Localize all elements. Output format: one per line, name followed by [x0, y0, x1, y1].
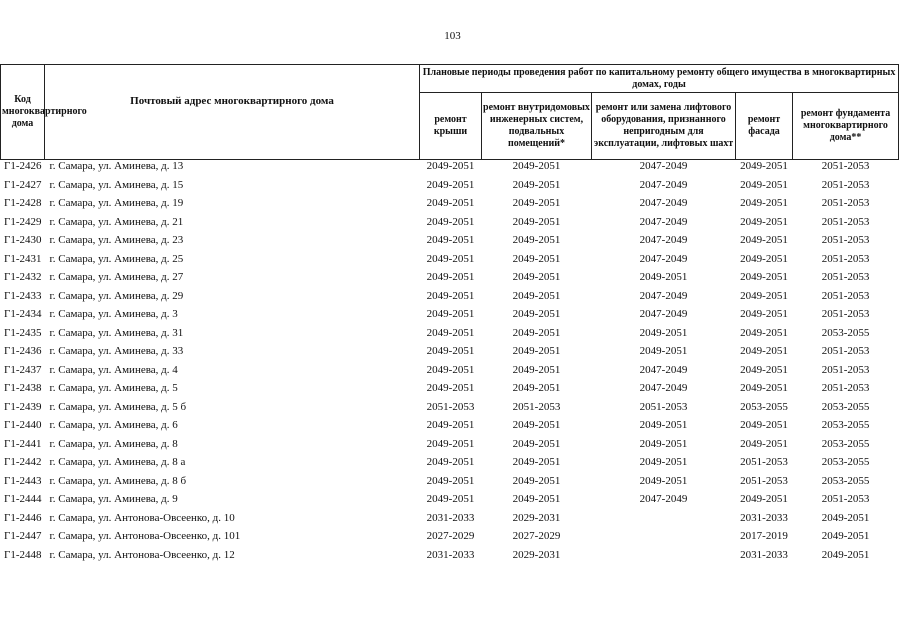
- cell-code: Г1-2438: [3, 382, 42, 394]
- capital-repair-table: [0, 64, 899, 567]
- cell-elevator: 2049-2051: [639, 419, 688, 431]
- cell-facade: 2049-2051: [740, 437, 788, 450]
- cell-facade: 2049-2051: [740, 234, 788, 246]
- cell-code: Г1-2426: [1, 160, 45, 179]
- cell-systems: 2049-2051: [512, 345, 561, 357]
- cell-code: Г1-2431: [3, 252, 42, 265]
- cell-address: г. Самара, ул. Аминева, д. 15: [49, 178, 184, 191]
- table-row: [1, 179, 899, 198]
- table-row: [1, 253, 899, 272]
- cell-roof: 2049-2051: [426, 289, 475, 302]
- table-row: [1, 345, 899, 364]
- cell-address: г. Самара, ул. Аминева, д. 3: [49, 308, 178, 320]
- cell-foundation: 2051-2053: [821, 215, 870, 228]
- table-row: [1, 493, 899, 512]
- cell-facade: 2017-2019: [740, 530, 788, 542]
- cell-code: Г1-2440: [3, 419, 42, 431]
- cell-address: г. Самара, ул. Аминева, д. 8: [49, 437, 178, 450]
- cell-facade: 2049-2051: [740, 215, 788, 228]
- cell-facade: 2049-2051: [740, 382, 788, 394]
- table-row: [1, 549, 899, 568]
- cell-elevator: 2047-2049: [639, 215, 688, 228]
- cell-elevator: 2047-2049: [639, 178, 688, 191]
- cell-elevator: 2049-2051: [639, 271, 688, 283]
- cell-elevator: [592, 512, 736, 531]
- cell-address: г. Самара, ул. Антонова-Овсеенко, д. 101: [49, 530, 241, 542]
- cell-address: г. Самара, ул. Аминева, д. 6: [49, 419, 178, 431]
- cell-code: Г1-2432: [3, 271, 42, 283]
- cell-systems: 2049-2051: [512, 382, 561, 394]
- cell-elevator: 2049-2051: [639, 437, 688, 450]
- cell-address: г. Самара, ул. Аминева, д. 25: [49, 252, 184, 265]
- page-number: 103: [444, 30, 461, 42]
- cell-address: г. Самара, ул. Аминева, д. 33: [49, 345, 184, 357]
- cell-facade: 2049-2051: [740, 308, 788, 320]
- cell-roof: 2049-2051: [426, 308, 475, 320]
- cell-facade: 2049-2051: [740, 326, 788, 339]
- cell-roof: 2049-2051: [426, 437, 475, 450]
- cell-roof: 2049-2051: [426, 271, 475, 283]
- cell-code: Г1-2428: [3, 197, 42, 209]
- cell-code: Г1-2448: [3, 548, 42, 561]
- cell-elevator: [592, 549, 736, 568]
- cell-systems: 2049-2051: [512, 234, 561, 246]
- header-facade: ремонт фасада: [736, 93, 793, 160]
- cell-facade: 2049-2051: [740, 271, 788, 283]
- cell-foundation: 2051-2053: [821, 382, 870, 394]
- cell-roof: 2031-2033: [426, 548, 475, 561]
- cell-elevator: 2049-2051: [639, 456, 688, 468]
- cell-facade: 2049-2051: [740, 493, 788, 505]
- cell-roof: 2049-2051: [426, 197, 475, 209]
- cell-roof: 2049-2051: [426, 252, 475, 265]
- header-roof: ремонт крыши: [420, 93, 482, 160]
- cell-systems: 2049-2051: [512, 215, 561, 228]
- table-row: [1, 530, 899, 549]
- header-code: Код многоквартирного дома: [1, 65, 45, 160]
- cell-foundation: 2049-2051: [821, 530, 870, 542]
- table-row: [1, 512, 899, 531]
- cell-elevator: 2047-2049: [639, 289, 688, 302]
- cell-systems: 2049-2051: [512, 363, 561, 376]
- cell-address: г. Самара, ул. Аминева, д. 21: [49, 215, 184, 228]
- table-row: [1, 419, 899, 438]
- table-row: [1, 364, 899, 383]
- table-row: [1, 271, 899, 290]
- cell-address: г. Самара, ул. Аминева, д. 5 б: [49, 400, 187, 413]
- cell-code: Г1-2446: [3, 511, 42, 524]
- cell-roof: 2049-2051: [426, 234, 475, 246]
- cell-foundation: 2051-2053: [821, 308, 870, 320]
- cell-systems: 2049-2051: [512, 493, 561, 505]
- cell-elevator: 2047-2049: [639, 363, 688, 376]
- header-elevator: ремонт или замена лифтового оборудования, признанного непригодным для эксплуатации, лифтовых шахт: [592, 93, 736, 160]
- cell-foundation: 2053-2055: [821, 474, 870, 487]
- cell-foundation: 2051-2053: [821, 197, 870, 209]
- cell-elevator: 2047-2049: [639, 234, 688, 246]
- cell-systems: 2049-2051: [512, 437, 561, 450]
- cell-foundation: 2051-2053: [821, 178, 870, 191]
- cell-roof: 2049-2051: [426, 382, 475, 394]
- cell-facade: 2051-2053: [740, 456, 788, 468]
- cell-systems: 2029-2031: [512, 511, 561, 524]
- cell-facade: 2031-2033: [740, 548, 788, 561]
- cell-elevator: 2047-2049: [592, 160, 736, 179]
- header-systems: ремонт внутридомовых инженерных систем, подвальных помещений*: [482, 93, 592, 160]
- cell-code: Г1-2439: [3, 400, 42, 413]
- cell-roof: 2031-2033: [426, 511, 475, 524]
- cell-foundation: 2051-2053: [821, 289, 870, 302]
- cell-address: г. Самара, ул. Аминева, д. 19: [49, 197, 184, 209]
- table-row: [1, 438, 899, 457]
- cell-roof: 2049-2051: [426, 326, 475, 339]
- cell-code: Г1-2443: [3, 474, 42, 487]
- cell-facade: 2049-2051: [740, 178, 788, 191]
- cell-systems: 2029-2031: [512, 548, 561, 561]
- header-foundation: ремонт фундамента многоквартирного дома**: [793, 93, 899, 160]
- cell-code: Г1-2435: [3, 326, 42, 339]
- cell-facade: 2053-2055: [740, 400, 788, 413]
- cell-foundation: 2051-2053: [821, 271, 870, 283]
- cell-foundation: 2051-2053: [821, 234, 870, 246]
- cell-foundation: 2053-2055: [821, 437, 870, 450]
- cell-roof: 2049-2051: [426, 345, 475, 357]
- cell-facade: 2049-2051: [740, 345, 788, 357]
- cell-roof: 2049-2051: [426, 474, 475, 487]
- cell-address: г. Самара, ул. Аминева, д. 31: [49, 326, 184, 339]
- table-row: [1, 290, 899, 309]
- cell-facade: 2049-2051: [740, 363, 788, 376]
- cell-code: Г1-2430: [3, 234, 42, 246]
- cell-facade: 2049-2051: [740, 419, 788, 431]
- cell-systems: 2049-2051: [512, 308, 561, 320]
- cell-address: г. Самара, ул. Аминева, д. 9: [49, 493, 178, 505]
- table-row: [1, 234, 899, 253]
- cell-roof: 2049-2051: [420, 160, 482, 179]
- cell-systems: 2049-2051: [512, 197, 561, 209]
- cell-foundation: 2051-2053: [793, 160, 899, 179]
- cell-roof: 2049-2051: [426, 178, 475, 191]
- cell-facade: 2031-2033: [740, 511, 788, 524]
- cell-address: г. Самара, ул. Антонова-Овсеенко, д. 12: [49, 548, 235, 561]
- cell-foundation: 2053-2055: [821, 400, 870, 413]
- cell-systems: 2027-2029: [512, 530, 561, 542]
- table-row: [1, 197, 899, 216]
- cell-elevator: 2047-2049: [639, 252, 688, 265]
- cell-elevator: 2047-2049: [639, 308, 688, 320]
- cell-code: Г1-2433: [3, 289, 42, 302]
- cell-elevator: 2049-2051: [639, 474, 688, 487]
- cell-systems: 2049-2051: [512, 326, 561, 339]
- cell-elevator: 2047-2049: [639, 493, 688, 505]
- cell-address: г. Самара, ул. Аминева, д. 5: [49, 382, 178, 394]
- table-row: [1, 327, 899, 346]
- cell-address: г. Самара, ул. Аминева, д. 23: [49, 234, 184, 246]
- cell-roof: 2049-2051: [426, 493, 475, 505]
- cell-systems: 2049-2051: [512, 178, 561, 191]
- cell-systems: 2049-2051: [512, 252, 561, 265]
- cell-systems: 2049-2051: [482, 160, 592, 179]
- cell-systems: 2049-2051: [512, 419, 561, 431]
- cell-foundation: 2051-2053: [821, 252, 870, 265]
- cell-roof: 2049-2051: [426, 215, 475, 228]
- cell-code: Г1-2447: [3, 530, 42, 542]
- cell-foundation: 2049-2051: [821, 511, 870, 524]
- cell-roof: 2049-2051: [426, 419, 475, 431]
- header-periods-group: Плановые периоды проведения работ по капитальному ремонту общего имущества в многоквартирных домах, годы: [420, 65, 899, 93]
- cell-elevator: 2049-2051: [639, 326, 688, 339]
- cell-code: Г1-2436: [3, 345, 42, 357]
- cell-roof: 2049-2051: [426, 363, 475, 376]
- cell-roof: 2049-2051: [426, 456, 475, 468]
- cell-code: Г1-2441: [3, 437, 42, 450]
- cell-facade: 2049-2051: [740, 252, 788, 265]
- cell-roof: 2051-2053: [426, 400, 475, 413]
- header-address: Почтовый адрес многоквартирного дома: [45, 65, 420, 160]
- cell-facade: 2049-2051: [740, 289, 788, 302]
- cell-code: Г1-2434: [3, 308, 42, 320]
- cell-address: г. Самара, ул. Аминева, д. 29: [49, 289, 184, 302]
- cell-code: Г1-2437: [3, 363, 42, 376]
- table-body: [1, 160, 899, 568]
- cell-foundation: 2051-2053: [821, 363, 870, 376]
- cell-roof: 2027-2029: [426, 530, 475, 542]
- cell-elevator: [592, 530, 736, 549]
- cell-address: г. Самара, ул. Аминева, д. 4: [49, 363, 178, 376]
- cell-systems: 2049-2051: [512, 474, 561, 487]
- cell-code: Г1-2427: [3, 178, 42, 191]
- table-row: [1, 382, 899, 401]
- cell-facade: 2049-2051: [736, 160, 793, 179]
- table-row: [1, 475, 899, 494]
- cell-elevator: 2047-2049: [639, 197, 688, 209]
- table-row: [1, 160, 899, 179]
- table-row: [1, 216, 899, 235]
- cell-elevator: 2047-2049: [639, 382, 688, 394]
- cell-systems: 2049-2051: [512, 289, 561, 302]
- cell-code: Г1-2442: [3, 456, 42, 468]
- cell-address: г. Самара, ул. Аминева, д. 8 а: [49, 456, 186, 468]
- cell-code: Г1-2429: [3, 215, 42, 228]
- cell-address: г. Самара, ул. Аминева, д. 27: [49, 271, 184, 283]
- cell-elevator: 2051-2053: [639, 400, 688, 413]
- cell-foundation: 2053-2055: [821, 456, 870, 468]
- cell-facade: 2051-2053: [740, 474, 788, 487]
- cell-address: г. Самара, ул. Аминева, д. 13: [45, 160, 420, 179]
- table-row: [1, 308, 899, 327]
- cell-foundation: 2053-2055: [821, 326, 870, 339]
- table-row: [1, 456, 899, 475]
- cell-code: Г1-2444: [3, 493, 42, 505]
- cell-foundation: 2049-2051: [821, 548, 870, 561]
- cell-foundation: 2051-2053: [821, 345, 870, 357]
- cell-elevator: 2049-2051: [639, 345, 688, 357]
- cell-systems: 2049-2051: [512, 271, 561, 283]
- cell-systems: 2049-2051: [512, 456, 561, 468]
- cell-systems: 2051-2053: [512, 400, 561, 413]
- cell-foundation: 2051-2053: [821, 493, 870, 505]
- cell-facade: 2049-2051: [740, 197, 788, 209]
- table-row: [1, 401, 899, 420]
- cell-address: г. Самара, ул. Антонова-Овсеенко, д. 10: [49, 511, 235, 524]
- cell-address: г. Самара, ул. Аминева, д. 8 б: [49, 474, 187, 487]
- cell-foundation: 2053-2055: [821, 419, 870, 431]
